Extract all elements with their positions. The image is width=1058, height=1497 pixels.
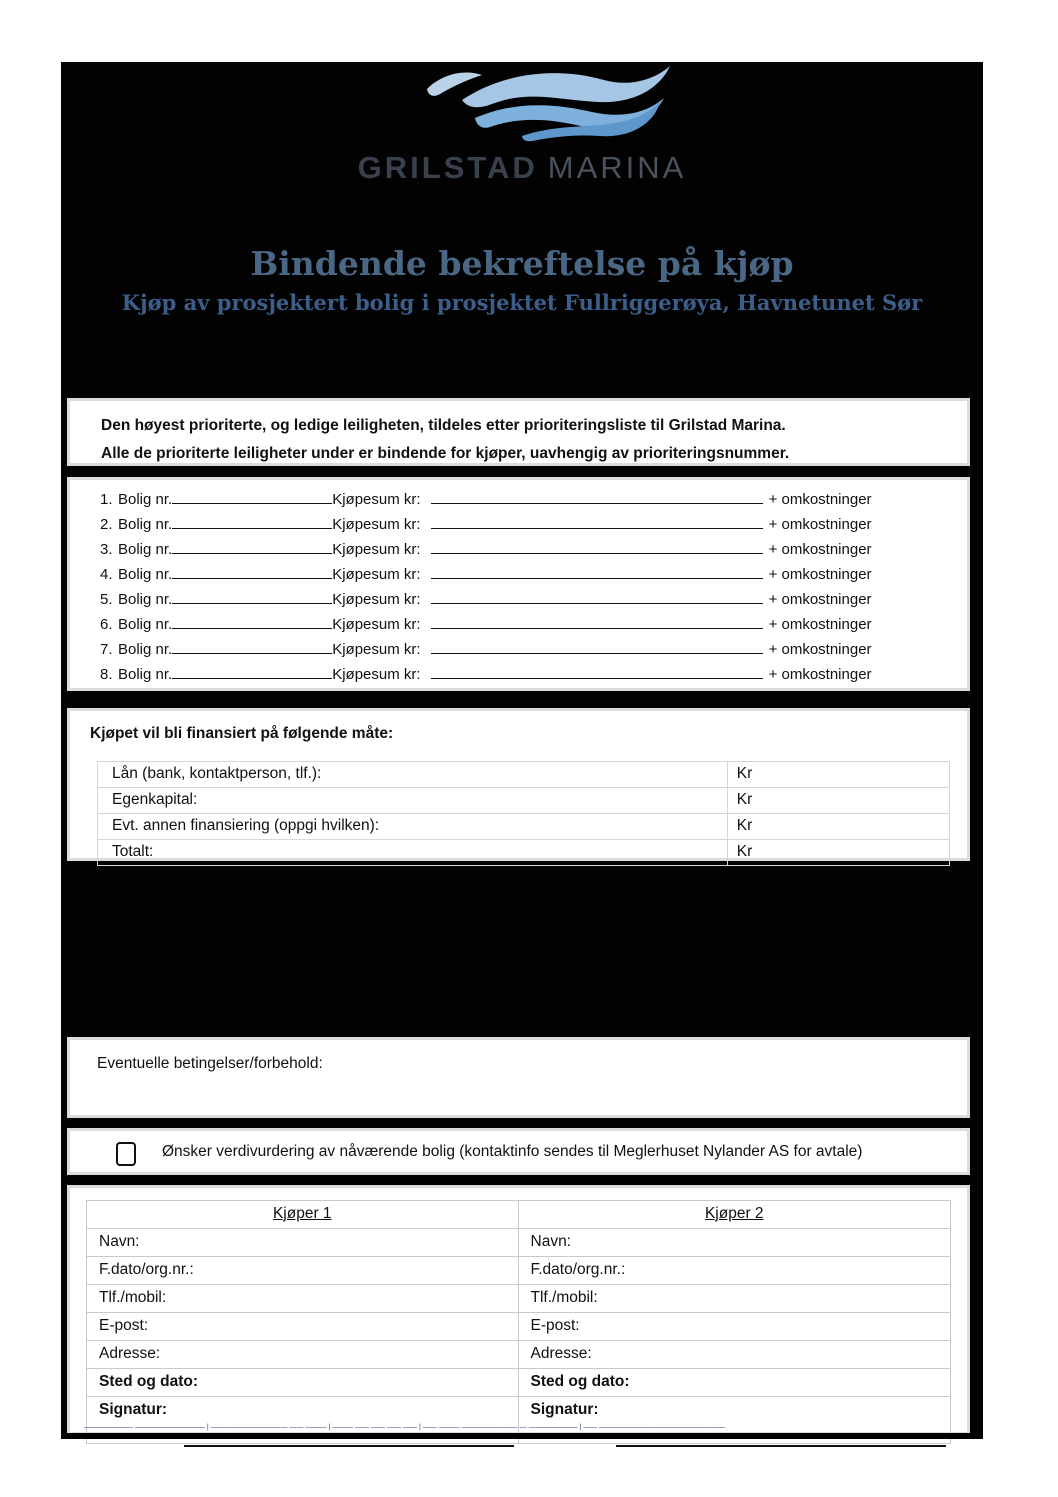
signature-line (184, 1445, 514, 1447)
unit-number: 8. (100, 666, 113, 683)
unit-row (70, 489, 967, 514)
sum-label: Kjøpesum kr: (332, 616, 421, 633)
sum-label: Kjøpesum kr: (332, 591, 421, 608)
bolig-number-blank (172, 489, 332, 504)
bolig-label: Bolig nr. (118, 541, 173, 558)
financing-row-label: Lån (bank, kontaktperson, tlf.): (98, 762, 728, 787)
priority-notice-panel (67, 398, 970, 466)
field-label: F.dato/org.nr.: (87, 1257, 519, 1284)
valuation-panel (67, 1128, 970, 1175)
unit-number: 7. (100, 641, 113, 658)
sum-label: Kjøpesum kr: (332, 491, 421, 508)
valuation-checkbox[interactable] (116, 1142, 136, 1166)
notice-line-1: Den høyest prioriterte, og ledige leiligheten, tildeles etter prioriteringsliste til Grilstad Marina. (101, 417, 786, 434)
buyers-row-email (87, 1313, 950, 1341)
bolig-number-blank (172, 639, 332, 654)
costs-suffix: + omkostninger (768, 516, 872, 533)
notice-line-2: Alle de prioriterte leiligheter under er bindende for kjøper, uavhengig av prioriteringsnummer. (101, 445, 790, 462)
sum-label: Kjøpesum kr: (332, 666, 421, 683)
unit-number: 5. (100, 591, 113, 608)
financing-row-label: Totalt: (98, 840, 728, 865)
financing-heading: Kjøpet vil bli finansiert på følgende måte: (90, 725, 394, 742)
footer-contact-line: ——————— —————————— | ——————————— —— ——— | ——— —— —— —— —— | —— ——— ———————— — ——————— | —— —————————————————— (84, 1424, 726, 1431)
financing-row-currency: Kr (736, 843, 753, 860)
unit-number: 2. (100, 516, 113, 533)
sum-label: Kjøpesum kr: (332, 516, 421, 533)
costs-suffix: + omkostninger (768, 666, 872, 683)
sum-blank (431, 564, 763, 579)
bolig-number-blank (172, 514, 332, 529)
unit-number: 3. (100, 541, 113, 558)
sum-blank (431, 664, 763, 679)
unit-list-panel (67, 477, 970, 691)
sum-label: Kjøpesum kr: (332, 641, 421, 658)
bolig-label: Bolig nr. (118, 491, 173, 508)
unit-row (70, 539, 967, 564)
sum-blank (431, 489, 763, 504)
signature-line (616, 1445, 946, 1447)
field-label: Adresse: (530, 1345, 592, 1362)
financing-panel (67, 708, 970, 861)
unit-number: 4. (100, 566, 113, 583)
bolig-label: Bolig nr. (118, 591, 173, 608)
unit-row (70, 589, 967, 614)
bolig-number-blank (172, 564, 332, 579)
costs-suffix: + omkostninger (768, 566, 872, 583)
unit-row (70, 664, 967, 689)
brand-name-bold: GRILSTAD (357, 150, 538, 185)
page-bottom-edge (61, 1433, 983, 1439)
valuation-label: Ønsker verdivurdering av nåværende bolig (kontaktinfo sendes til Meglerhuset Nylander AS for avtale) (162, 1143, 863, 1160)
field-label: E-post: (530, 1317, 580, 1334)
bolig-label: Bolig nr. (118, 616, 173, 633)
buyers-header-row (87, 1201, 950, 1229)
field-label: Sted og dato: (87, 1369, 519, 1396)
financing-row-currency: Kr (736, 817, 753, 834)
sum-blank (431, 539, 763, 554)
unit-number: 6. (100, 616, 113, 633)
sum-label: Kjøpesum kr: (332, 566, 421, 583)
bolig-label: Bolig nr. (118, 666, 173, 683)
unit-number: 1. (100, 491, 113, 508)
buyers-panel (67, 1185, 970, 1435)
financing-row-currency: Kr (736, 791, 753, 808)
bolig-label: Bolig nr. (118, 641, 173, 658)
buyer1-header: Kjøper 1 (87, 1201, 519, 1228)
bolig-label: Bolig nr. (118, 566, 173, 583)
buyers-row-name (87, 1229, 950, 1257)
page-subtitle: Kjøp av prosjektert bolig i prosjektet Fullriggerøya, Havnetunet Sør (121, 290, 923, 315)
sum-blank (431, 589, 763, 604)
unit-row (70, 514, 967, 539)
field-label: E-post: (87, 1313, 519, 1340)
unit-row (70, 564, 967, 589)
bolig-number-blank (172, 664, 332, 679)
field-label: Tlf./mobil: (530, 1289, 598, 1306)
costs-suffix: + omkostninger (768, 641, 872, 658)
field-label: Tlf./mobil: (87, 1285, 519, 1312)
bolig-number-blank (172, 589, 332, 604)
field-label: Navn: (87, 1229, 519, 1256)
costs-suffix: + omkostninger (768, 541, 872, 558)
unit-row (70, 614, 967, 639)
waves-icon (61, 62, 983, 148)
financing-row (98, 762, 949, 788)
conditions-label: Eventuelle betingelser/forbehold: (97, 1055, 323, 1072)
field-label: Navn: (530, 1233, 571, 1250)
financing-row (98, 814, 949, 840)
buyer2-header: Kjøper 2 (704, 1205, 764, 1222)
buyers-row-place-date (87, 1369, 950, 1397)
financing-row-label: Egenkapital: (98, 788, 728, 813)
sum-blank (431, 614, 763, 629)
bolig-number-blank (172, 539, 332, 554)
field-label: F.dato/org.nr.: (530, 1261, 626, 1278)
financing-row-label: Evt. annen finansiering (oppgi hvilken): (98, 814, 728, 839)
buyers-row-birthdate (87, 1257, 950, 1285)
buyers-table (86, 1200, 951, 1444)
conditions-panel (67, 1037, 970, 1118)
costs-suffix: + omkostninger (768, 491, 872, 508)
field-label: Sted og dato: (530, 1373, 630, 1390)
costs-suffix: + omkostninger (768, 591, 872, 608)
buyers-row-address (87, 1341, 950, 1369)
unit-row (70, 639, 967, 664)
sum-label: Kjøpesum kr: (332, 541, 421, 558)
sum-blank (431, 514, 763, 529)
field-label: Adresse: (87, 1341, 519, 1368)
bolig-number-blank (172, 614, 332, 629)
brand-name-light: MARINA (547, 150, 687, 185)
financing-row (98, 788, 949, 814)
signature-label: Signatur: (99, 1401, 168, 1418)
signature-label: Signatur: (530, 1401, 599, 1418)
costs-suffix: + omkostninger (768, 616, 872, 633)
financing-table (97, 761, 950, 866)
financing-row (98, 840, 949, 866)
bolig-label: Bolig nr. (118, 516, 173, 533)
financing-row-currency: Kr (736, 765, 753, 782)
buyers-row-phone (87, 1285, 950, 1313)
sum-blank (431, 639, 763, 654)
brand-wordmark (61, 150, 983, 186)
page-title: Bindende bekreftelse på kjøp (250, 244, 794, 283)
form-sheet (61, 62, 983, 1439)
